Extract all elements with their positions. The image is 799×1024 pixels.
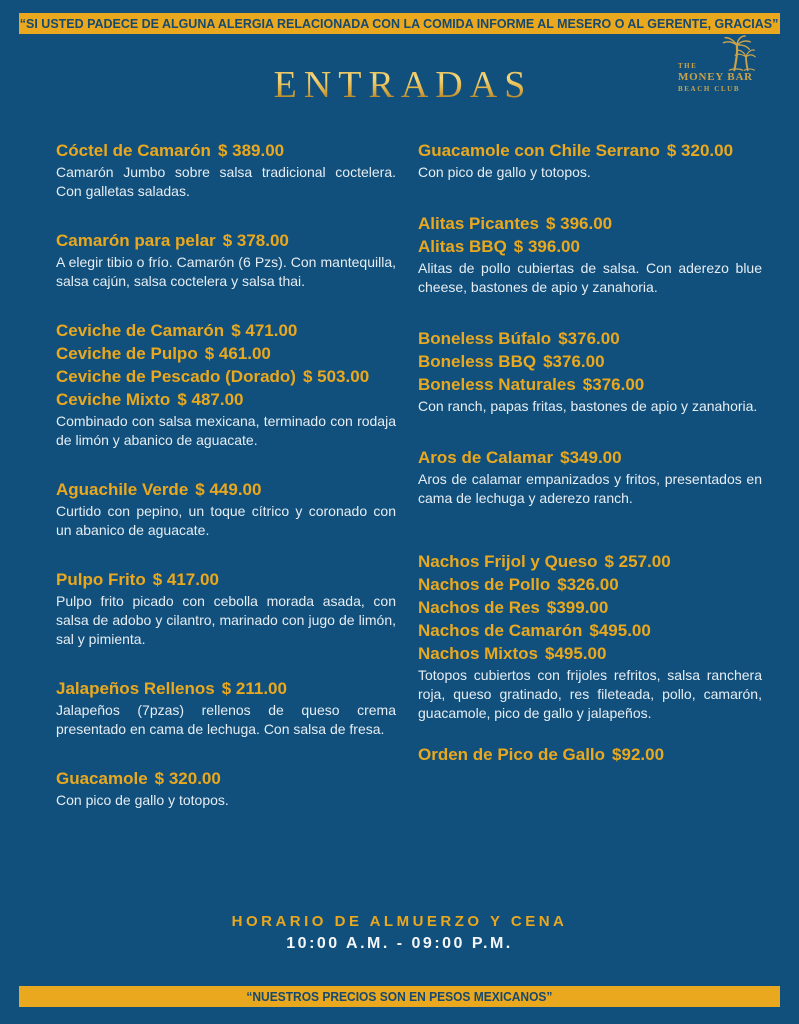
menu-group	[418, 550, 762, 723]
menu-item	[56, 767, 396, 790]
item-price: $376.00	[582, 375, 645, 394]
menu-column-right	[418, 139, 762, 838]
item-price: $399.00	[546, 598, 609, 617]
item-name: Ceviche de Pescado (Dorado)	[56, 367, 296, 386]
menu-item	[56, 229, 396, 252]
item-price: $92.00	[612, 745, 665, 764]
menu-item	[56, 677, 396, 700]
menu-group	[56, 319, 396, 450]
item-price: $376.00	[558, 329, 620, 348]
item-description: Pulpo frito picado con cebolla morada asada, con salsa de adobo y cilantro, marinado con jugo de limón, sal y pimienta.	[56, 593, 396, 647]
menu-item	[418, 350, 762, 373]
menu-group	[418, 446, 762, 508]
item-description: Con ranch, papas fritas, bastones de apio y zanahoria.	[418, 398, 758, 414]
item-name: Nachos Frijol y Queso	[418, 552, 598, 571]
item-name: Boneless BBQ	[418, 352, 537, 371]
menu-item	[56, 478, 396, 501]
item-description: Curtido con pepino, un toque cítrico y coronado con un abanico de aguacate.	[56, 503, 396, 538]
item-price: $ 211.00	[221, 679, 287, 698]
item-description: Combinado con salsa mexicana, terminado con rodaja de limón y abanico de aguacate.	[56, 413, 396, 448]
item-price: $ 503.00	[302, 367, 370, 386]
item-description: Totopos cubiertos con frijoles refritos, salsa ranchera roja, queso gratinado, res fileteada, pollo, camarón, guacamole, pico de gallo y jalapeños.	[418, 667, 762, 721]
menu-group	[56, 139, 396, 201]
item-price: $495.00	[544, 644, 607, 663]
item-name: Nachos Mixtos	[418, 644, 538, 663]
menu-item	[418, 743, 762, 766]
item-description: Camarón Jumbo sobre salsa tradicional coctelera. Con galletas saladas.	[56, 164, 396, 199]
menu-item	[418, 596, 762, 619]
prices-banner-text: “NUESTROS PRECIOS SON EN PESOS MEXICANOS”	[246, 989, 553, 1004]
menu-item	[418, 573, 762, 596]
hours-title: HORARIO DE ALMUERZO Y CENA	[231, 913, 568, 930]
hours-time: 10:00 A.M. - 09:00 P.M.	[286, 935, 513, 952]
menu-group	[56, 478, 396, 540]
menu-item	[418, 139, 762, 162]
item-description: Alitas de pollo cubiertas de salsa. Con aderezo blue cheese, bastones de apio y zanahoria.	[418, 260, 762, 295]
menu-group	[418, 139, 762, 182]
menu-item	[56, 365, 396, 388]
item-price: $376.00	[543, 352, 605, 371]
item-name: Ceviche de Pulpo	[56, 344, 198, 363]
item-price: $ 378.00	[222, 231, 289, 250]
item-price: $349.00	[560, 448, 622, 467]
menu-item	[418, 550, 762, 573]
item-name: Guacamole	[56, 769, 148, 788]
item-name: Camarón para pelar	[56, 231, 216, 250]
item-price: $ 257.00	[604, 552, 671, 571]
menu-columns	[56, 139, 762, 838]
allergy-banner	[19, 13, 780, 34]
menu-group	[418, 743, 762, 766]
item-name: Alitas BBQ	[418, 237, 507, 256]
item-price: $495.00	[589, 621, 651, 640]
item-name: Jalapeños Rellenos	[56, 679, 215, 698]
item-description: Con pico de gallo y totopos.	[418, 164, 591, 180]
menu-item	[56, 388, 396, 411]
prices-banner	[19, 986, 780, 1007]
menu-item	[418, 235, 762, 258]
menu-group	[56, 767, 396, 810]
item-name: Aguachile Verde	[56, 480, 189, 499]
item-name: Ceviche de Camarón	[56, 321, 225, 340]
item-price: $ 389.00	[217, 141, 285, 160]
item-name: Nachos de Camarón	[418, 621, 583, 640]
item-name: Ceviche Mixto	[56, 390, 171, 409]
menu-group	[56, 568, 396, 649]
menu-item	[56, 139, 396, 162]
menu-item	[418, 212, 762, 235]
menu-group	[418, 212, 762, 297]
menu-item	[418, 327, 762, 350]
item-name: Boneless Búfalo	[418, 329, 552, 348]
allergy-banner-text: “SI USTED PADECE DE ALGUNA ALERGIA RELACIONADA CON LA COMIDA INFORME AL MESERO O AL GERENTE, GRACIAS”	[20, 16, 779, 31]
menu-item	[56, 342, 396, 365]
menu-item	[418, 619, 762, 642]
item-price: $ 320.00	[154, 769, 221, 788]
menu-item	[56, 319, 396, 342]
item-price: $ 417.00	[152, 570, 219, 589]
item-price: $ 396.00	[545, 214, 613, 233]
item-price: $ 449.00	[195, 480, 262, 499]
item-description: A elegir tibio o frío. Camarón (6 Pzs). Con mantequilla, salsa cajún, salsa coctelera y salsa thai.	[56, 254, 396, 289]
page-title: ENTRADAS	[0, 64, 799, 106]
menu-item	[56, 568, 396, 591]
item-price: $ 471.00	[231, 321, 298, 340]
menu-group	[56, 229, 396, 291]
item-price: $ 320.00	[666, 141, 734, 160]
item-name: Guacamole con Chile Serrano	[418, 141, 660, 160]
item-name: Aros de Calamar	[418, 448, 554, 467]
hours-footer	[0, 913, 799, 953]
item-name: Nachos de Pollo	[418, 575, 551, 594]
menu-group	[418, 327, 762, 416]
menu-item	[418, 642, 762, 665]
menu-group	[56, 677, 396, 739]
item-name: Alitas Picantes	[418, 214, 539, 233]
item-price: $326.00	[557, 575, 619, 594]
item-name: Nachos de Res	[418, 598, 540, 617]
item-description: Jalapeños (7pzas) rellenos de queso crema presentado en cama de lechuga. Con salsa de fresa.	[56, 702, 396, 737]
item-price: $ 396.00	[513, 237, 580, 256]
menu-item	[418, 446, 762, 469]
item-description: Aros de calamar empanizados y fritos, presentados en cama de lechuga y aderezo ranch.	[418, 471, 762, 506]
item-price: $ 487.00	[177, 390, 244, 409]
item-name: Pulpo Frito	[56, 570, 146, 589]
item-name: Boneless Naturales	[418, 375, 576, 394]
item-name: Orden de Pico de Gallo	[418, 745, 606, 764]
item-description: Con pico de gallo y totopos.	[56, 792, 229, 808]
menu-item	[418, 373, 762, 396]
item-name: Cóctel de Camarón	[56, 141, 211, 160]
menu-column-left	[56, 139, 396, 838]
item-price: $ 461.00	[204, 344, 271, 363]
